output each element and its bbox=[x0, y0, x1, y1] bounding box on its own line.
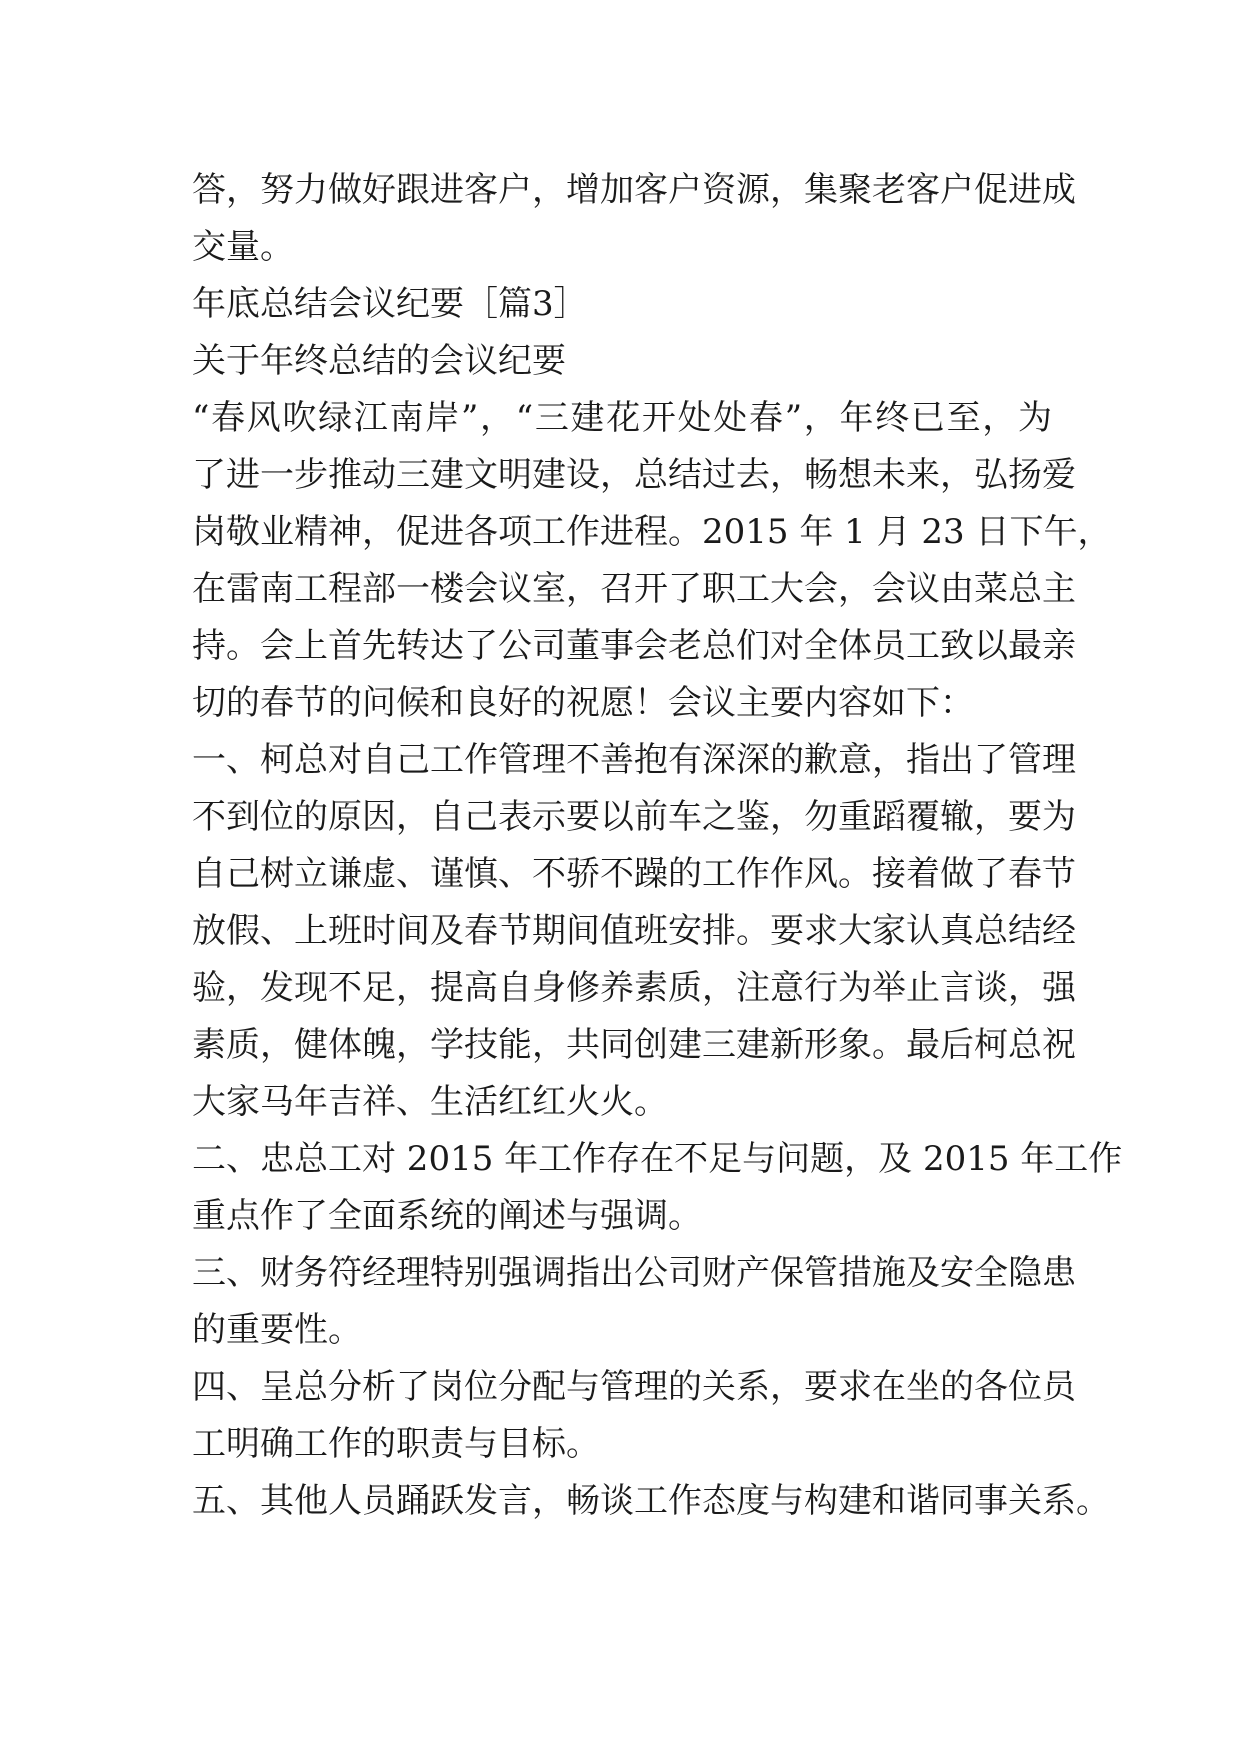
text-line: 验，发现不足，提高自身修养素质，注意行为举止言谈，强 bbox=[192, 968, 1076, 1008]
text-line: 四、呈总分析了岗位分配与管理的关系，要求在坐的各位员 bbox=[192, 1367, 1076, 1407]
text-line: 了进一步推动三建文明建设，总结过去，畅想未来，弘扬爱 bbox=[192, 455, 1076, 495]
text-line: 工明确工作的职责与目标。 bbox=[192, 1424, 600, 1464]
text-line: 一、柯总对自己工作管理不善抱有深深的歉意，指出了管理 bbox=[192, 740, 1076, 780]
section-heading: 年底总结会议纪要［篇3］ bbox=[192, 284, 588, 324]
text-line: 在雷南工程部一楼会议室，召开了职工大会，会议由菜总主 bbox=[192, 569, 1076, 609]
text-line: 持。会上首先转达了公司董事会老总们对全体员工致以最亲 bbox=[192, 626, 1076, 666]
text-line: 不到位的原因，自己表示要以前车之鉴，勿重蹈覆辙，要为 bbox=[192, 797, 1076, 837]
text-line: “春风吹绿江南岸”，“三建花开处处春”，年终已至，为 bbox=[192, 398, 1052, 438]
text-line: 放假、上班时间及春节期间值班安排。要求大家认真总结经 bbox=[192, 911, 1076, 951]
text-line: 自己树立谦虚、谨慎、不骄不躁的工作作风。接着做了春节 bbox=[192, 854, 1076, 894]
text-line: 岗敬业精神，促进各项工作进程。2015 年 1 月 23 日下午， bbox=[192, 512, 1112, 552]
text-line: 素质，健体魄，学技能，共同创建三建新形象。最后柯总祝 bbox=[192, 1025, 1076, 1065]
document-page bbox=[192, 162, 1123, 1530]
text-line: 五、其他人员踊跃发言，畅谈工作态度与构建和谐同事关系。 bbox=[192, 1481, 1110, 1521]
document-title: 关于年终总结的会议纪要 bbox=[192, 341, 566, 381]
text-line: 答，努力做好跟进客户，增加客户资源，集聚老客户促进成 bbox=[192, 170, 1076, 210]
text-line: 大家马年吉祥、生活红红火火。 bbox=[192, 1082, 668, 1122]
text-line: 切的春节的问候和良好的祝愿！会议主要内容如下： bbox=[192, 683, 974, 723]
text-line: 重点作了全面系统的阐述与强调。 bbox=[192, 1196, 702, 1236]
text-line: 二、忠总工对 2015 年工作存在不足与问题，及 2015 年工作 bbox=[192, 1139, 1123, 1179]
text-line: 三、财务符经理特别强调指出公司财产保管措施及安全隐患 bbox=[192, 1253, 1076, 1293]
text-line: 交量。 bbox=[192, 227, 294, 267]
text-line: 的重要性。 bbox=[192, 1310, 362, 1350]
